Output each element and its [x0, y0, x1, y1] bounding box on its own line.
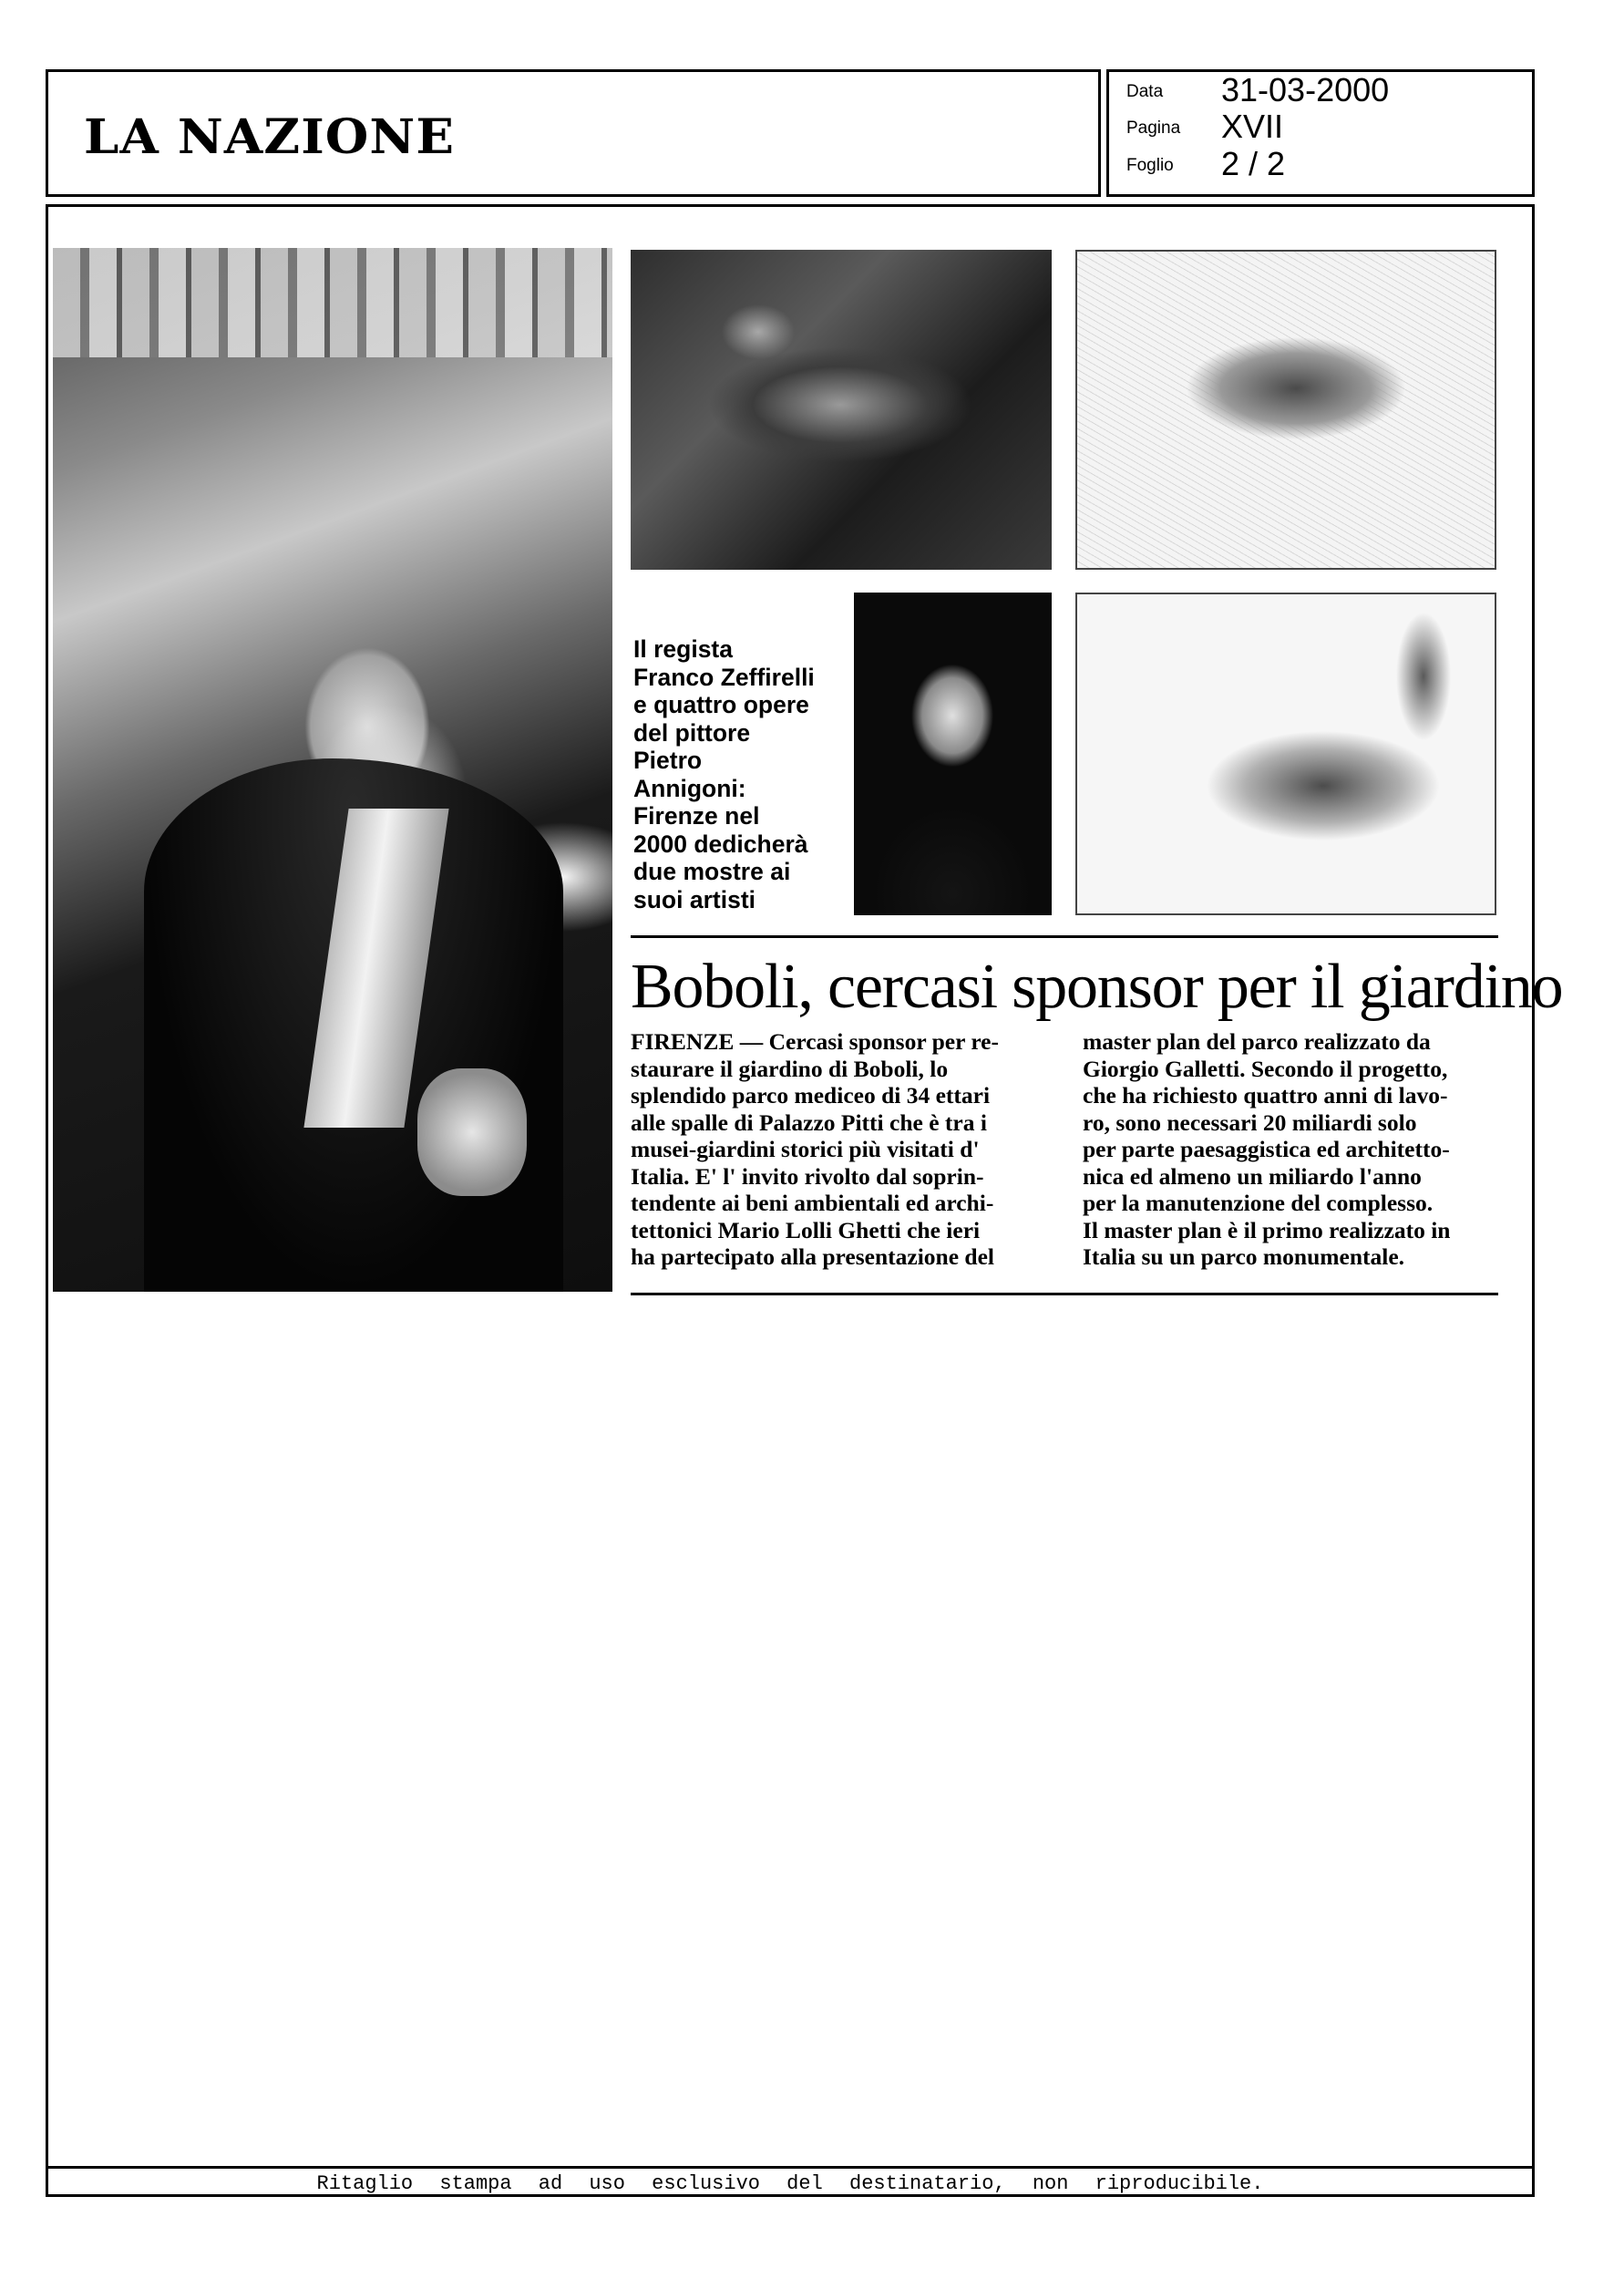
article-line: per la manutenzione del complesso. — [1083, 1190, 1434, 1216]
footer-rule — [46, 2166, 1535, 2169]
stone-carving-background — [53, 248, 612, 357]
meta-value-pagina: XVII — [1221, 108, 1284, 145]
caption-line: Annigoni: — [633, 774, 746, 802]
article-line: Italia. E' l' invito rivolto dal soprin- — [631, 1162, 984, 1190]
meta-label-pagina: Pagina — [1126, 119, 1181, 138]
caption-line: e quattro opere — [633, 691, 809, 718]
article-line: Giorgio Galletti. Secondo il progetto, — [1083, 1055, 1448, 1082]
article-line: musei-giardini storici più visitati d' — [631, 1136, 980, 1162]
article-top-rule — [631, 935, 1498, 938]
footer-disclaimer: Ritaglio stampa ad uso esclusivo del destinatario, non riproducibile. — [316, 2172, 1264, 2195]
article-line: Il master plan è il primo realizzato in — [1083, 1216, 1451, 1243]
article-line: staurare il giardino di Boboli, lo — [631, 1055, 949, 1082]
caption-line: Il regista — [633, 635, 733, 663]
article-line: alle spalle di Palazzo Pitti che è tra i — [631, 1109, 987, 1136]
article-line: ro, sono necessari 20 miliardi solo — [1083, 1109, 1417, 1136]
article-line: splendido parco mediceo di 34 ettari — [631, 1082, 991, 1109]
caption-line: suoi artisti — [633, 885, 756, 913]
article-line: FIRENZE — Cercasi sponsor per re- — [631, 1028, 999, 1055]
caption-line: due mostre ai — [633, 858, 791, 885]
nude-drawing-image — [1075, 593, 1496, 915]
article-headline: Boboli, cercasi sponsor per il giardino — [631, 952, 1563, 1022]
caption-line: del pittore — [633, 718, 751, 747]
article-line: che ha richiesto quattro anni di lavo- — [1083, 1082, 1448, 1109]
hand — [417, 1068, 527, 1196]
article-line: ha partecipato alla presentazione del — [631, 1243, 994, 1270]
meta-value-foglio: 2 / 2 — [1221, 145, 1286, 182]
article-line: tettonici Mario Lolli Ghetti che ieri — [631, 1216, 981, 1243]
meta-label-foglio: Foglio — [1126, 156, 1174, 175]
caption-line: 2000 dedicherà — [633, 830, 808, 858]
horse-sculpture-photo — [631, 250, 1052, 570]
article-column-2 — [1083, 1028, 1501, 1271]
annigoni-portrait-photo — [854, 593, 1052, 915]
article-line: master plan del parco realizzato da — [1083, 1028, 1431, 1055]
caption-line: Pietro — [633, 747, 703, 774]
article-line: Italia su un parco monumentale. — [1083, 1243, 1405, 1270]
article-column-1 — [631, 1028, 1049, 1271]
publication-name: LA NAZIONE — [84, 109, 456, 165]
article-line: nica ed almeno un miliardo l'anno — [1083, 1162, 1422, 1190]
meta-value-data: 31-03-2000 — [1221, 71, 1390, 108]
article-line: per parte paesaggistica ed architetto- — [1083, 1136, 1450, 1162]
meta-label-data: Data — [1126, 82, 1164, 101]
horse-drawing-image — [1075, 250, 1496, 570]
caption-line: Franco Zeffirelli — [633, 663, 815, 691]
article-bottom-rule — [631, 1293, 1498, 1295]
article-line: tendente ai beni ambientali ed archi- — [631, 1190, 994, 1216]
caption-line: Firenze nel — [633, 802, 760, 830]
photo-caption — [633, 635, 843, 913]
zeffirelli-photo — [53, 248, 612, 1292]
